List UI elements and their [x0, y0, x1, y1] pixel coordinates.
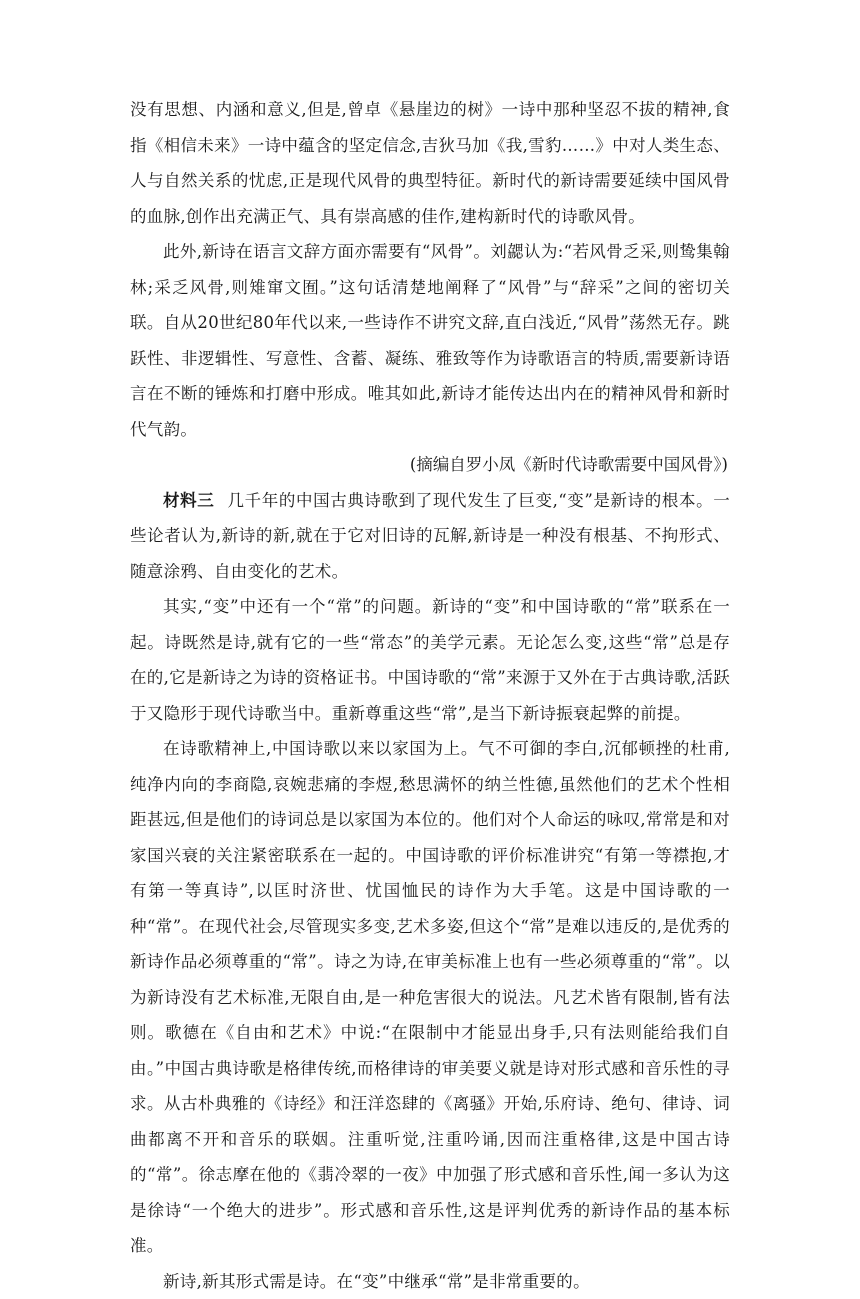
paragraph-poetic-spirit: 在诗歌精神上,中国诗歌以来以家国为上。气不可御的李白,沉郁顿挫的杜甫,纯净内向的李商隐,哀婉悲痛的李煜,愁思满怀的纳兰性德,虽然他们的艺术个性相距甚远,但是他们的诗词总是以家国为本位的。他们对个人命运的咏叹,常常是和对家国兴衰的关注紧密联系在一起的。中国诗歌的评价标准讲究“有第一等襟抱,才有第一等真诗”,以匡时济世、忧国恤民的诗作为大手笔。这是中国诗歌的一种“常”。在现代社会,尽管现实多变,艺术多姿,但这个“常”是难以违反的,是优秀的新诗作品必须尊重的“常”。诗之为诗,在审美标准上也有一些必须尊重的“常”。以为新诗没有艺术标准,无限自由,是一种危害很大的说法。凡艺术皆有限制,皆有法则。歌德在《自由和艺术》中说:“在限制中才能显出身手,只有法则能给我们自由。”中国古典诗歌是格律传统,而格律诗的审美要义就是诗对形式感和音乐性的寻求。从古朴典雅的《诗经》和汪洋恣肆的《离骚》开始,乐府诗、绝句、律诗、词曲都离不开和音乐的联姻。注重听觉,注重吟诵,因而注重格律,这是中国古诗的“常”。徐志摩在他的《翡冷翠的一夜》中加强了形式感和音乐性,闻一多认为这是徐诗“一个绝大的进步”。形式感和音乐性,这是评判优秀的新诗作品的基本标准。: [130, 731, 730, 1264]
paragraph-continuation: 没有思想、内涵和意义,但是,曾卓《悬崖边的树》一诗中那种坚忍不拔的精神,食指《相信未来》一诗中蕴含的坚定信念,吉狄马加《我,雪豹……》中对人类生态、人与自然关系的忧虑,正是现代风骨的典型特征。新时代的新诗需要延续中国风骨的血脉,创作出充满正气、具有崇高感的佳作,建构新时代的诗歌风骨。: [130, 92, 730, 234]
document-page: [130, 92, 730, 1299]
material-label: 材料三: [163, 491, 214, 510]
source-note: (摘编自罗小凤《新时代诗歌需要中国风骨》): [130, 447, 730, 483]
material-three-text: 几千年的中国古典诗歌到了现代发生了巨变,“变”是新诗的根本。一些论者认为,新诗的新,就在于它对旧诗的瓦解,新诗是一种没有根基、不拘形式、随意涂鸦、自由变化的艺术。: [130, 491, 730, 581]
paragraph-bian-chang: 其实,“变”中还有一个“常”的问题。新诗的“变”和中国诗歌的“常”联系在一起。诗既然是诗,就有它的一些“常态”的美学元素。无论怎么变,这些“常”总是存在的,它是新诗之为诗的资格证书。中国诗歌的“常”来源于又外在于古典诗歌,活跃于又隐形于现代诗歌当中。重新尊重这些“常”,是当下新诗振衰起弊的前提。: [130, 589, 730, 731]
paragraph-conclusion: 新诗,新其形式需是诗。在“变”中继承“常”是非常重要的。: [130, 1264, 730, 1299]
paragraph-language-fenggu: 此外,新诗在语言文辞方面亦需要有“风骨”。刘勰认为:“若风骨乏采,则鸷集翰林;采乏风骨,则雉窜文囿。”这句话清楚地阐释了“风骨”与“辞采”之间的密切关联。自从20世纪80年代以来,一些诗作不讲究文辞,直白浅近,“风骨”荡然无存。跳跃性、非逻辑性、写意性、含蓄、凝练、雅致等作为诗歌语言的特质,需要新诗语言在不断的锤炼和打磨中形成。唯其如此,新诗才能传达出内在的精神风骨和新时代气韵。: [130, 234, 730, 447]
paragraph-material-three: [130, 483, 730, 590]
